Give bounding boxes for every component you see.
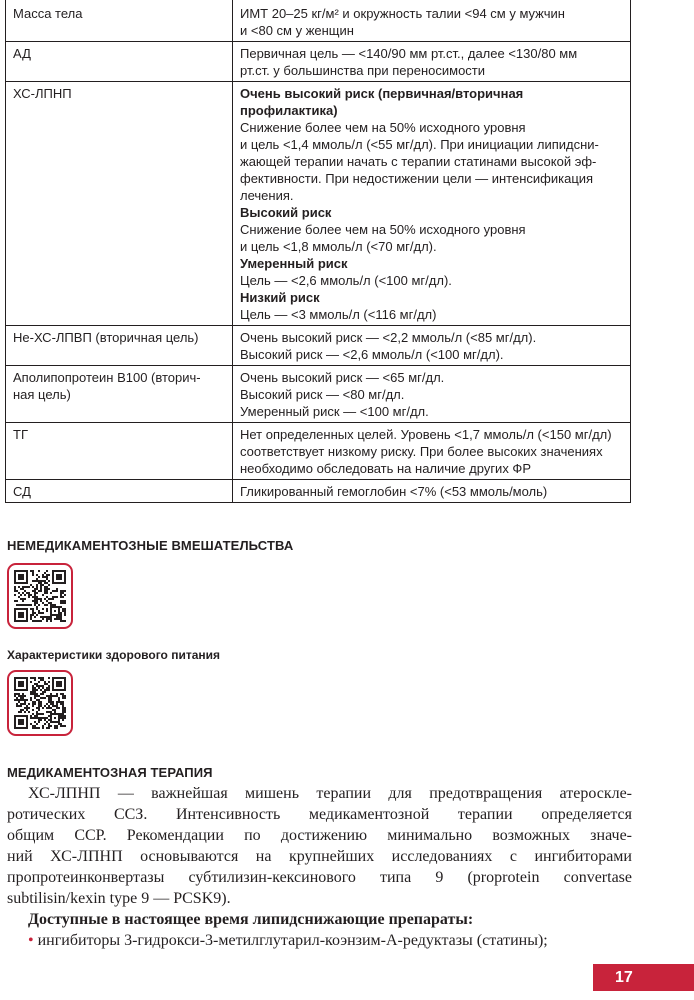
target-text: Высокий риск — <80 мг/дл. [240,387,405,402]
risk-level-heading: Очень высокий риск (первичная/вторичная профилактика) [240,86,524,118]
target-text: Первичная цель — <140/90 мм рт.ст., далее <130/80 мм [240,46,578,61]
parameter-cell [6,326,233,366]
parameter-cell [6,423,233,480]
table-row [6,423,631,480]
target-text: Снижение более чем на 50% исходного уровня [240,120,526,135]
qr-code-nonpharm[interactable] [7,563,73,629]
pharm-paragraph [7,783,632,951]
target-cell [233,423,631,480]
target-text: Нет определенных целей. Уровень <1,7 ммоль/л (<150 мг/дл) [240,427,612,442]
risk-level-heading: Умеренный риск [240,256,348,271]
qr-code-healthy-diet[interactable] [7,670,73,736]
parameter-cell [6,480,233,503]
target-text: Снижение более чем на 50% исходного уровня [240,222,526,237]
table-row [6,366,631,423]
paragraph-line: общим ССР. Рекомендации по достижению минимально возможных значе- [7,827,632,844]
paragraph-line: ротических ССЗ. Интенсивность медикаментозной терапии определяется [7,806,632,823]
target-text: Цель — <2,6 ммоль/л (<100 мг/дл). [240,273,452,288]
target-cell [233,82,631,326]
healthy-diet-heading: Характеристики здорового питания [7,648,221,662]
paragraph-line: ний ХС-ЛПНП основываются на крупнейших исследованиях с ингибиторами [7,848,632,865]
parameter-text: Масса тела [13,6,83,21]
risk-level-heading: Высокий риск [240,205,332,220]
target-text: Очень высокий риск — <2,2 ммоль/л (<85 мг/дл). [240,330,537,345]
target-text: рт.ст. у большинства при переносимости [240,63,486,78]
target-text: и <80 см у женщин [240,23,354,38]
bullet-icon: • [28,932,34,949]
target-cell [233,366,631,423]
parameter-text: Аполипопротеин В100 (вторич- [13,370,201,385]
risk-level-heading: Низкий риск [240,290,320,305]
target-text: соответствует низкому риску. При более высоких значениях [240,444,603,459]
targets-table [5,0,631,503]
target-text: и цель <1,4 ммоль/л (<55 мг/дл). При инициации липидсни- [240,137,599,152]
parameter-text: СД [13,484,31,499]
table-row [6,480,631,503]
target-cell [233,0,631,42]
page-number: 17 [593,964,694,991]
target-text: жающей терапии начать с терапии статинами высокой эф- [240,154,597,169]
target-text: фективности. При недостижении цели — интенсификация [240,171,594,186]
bullet-item-text: ингибиторы 3-гидрокси-3-метилглутарил-коэнзим-А-редуктазы (статины); [37,932,548,949]
target-cell [233,42,631,82]
target-text: лечения. [240,188,294,203]
parameter-text: ная цель) [13,387,71,402]
target-text: Очень высокий риск — <65 мг/дл. [240,370,445,385]
target-text: необходимо обследовать на наличие других ФР [240,461,531,476]
pharm-heading: МЕДИКАМЕНТОЗНАЯ ТЕРАПИЯ [7,765,213,780]
table-row [6,82,631,326]
paragraph-line: пропротеинконвертазы субтилизин-кексинового типа 9 (proprotein convertase [7,869,632,886]
parameter-text: ТГ [13,427,28,442]
target-text: Высокий риск — <2,6 ммоль/л (<100 мг/дл). [240,347,504,362]
parameter-cell [6,82,233,326]
target-cell [233,480,631,503]
available-drugs-heading: Доступные в настоящее время липидснижающие препараты: [28,911,474,928]
target-text: и цель <1,8 ммоль/л (<70 мг/дл). [240,239,437,254]
nonpharm-heading: НЕМЕДИКАМЕНТОЗНЫЕ ВМЕШАТЕЛЬСТВА [7,538,294,553]
target-text: ИМТ 20–25 кг/м² и окружность талии <94 см у мужчин [240,6,565,21]
paragraph-line: subtilisin/kexin type 9 — PCSK9). [7,890,231,907]
parameter-cell [6,0,233,42]
bullet-list-item [7,930,632,951]
qr-code-icon [14,570,66,622]
table-row [6,0,631,42]
target-text: Цель — <3 ммоль/л (<116 мг/дл) [240,307,437,322]
target-text: Гликированный гемоглобин <7% (<53 ммоль/моль) [240,484,548,499]
table-row [6,42,631,82]
qr-code-icon [14,677,66,729]
parameter-cell [6,42,233,82]
parameter-text: АД [13,46,31,61]
parameter-cell [6,366,233,423]
paragraph-line: ХС-ЛПНП — важнейшая мишень терапии для предотвращения атероскле- [28,785,632,802]
table-row [6,326,631,366]
target-cell [233,326,631,366]
parameter-text: ХС-ЛПНП [13,86,72,101]
parameter-text: Не-ХС-ЛПВП (вторичная цель) [13,330,199,345]
target-text: Умеренный риск — <100 мг/дл. [240,404,429,419]
